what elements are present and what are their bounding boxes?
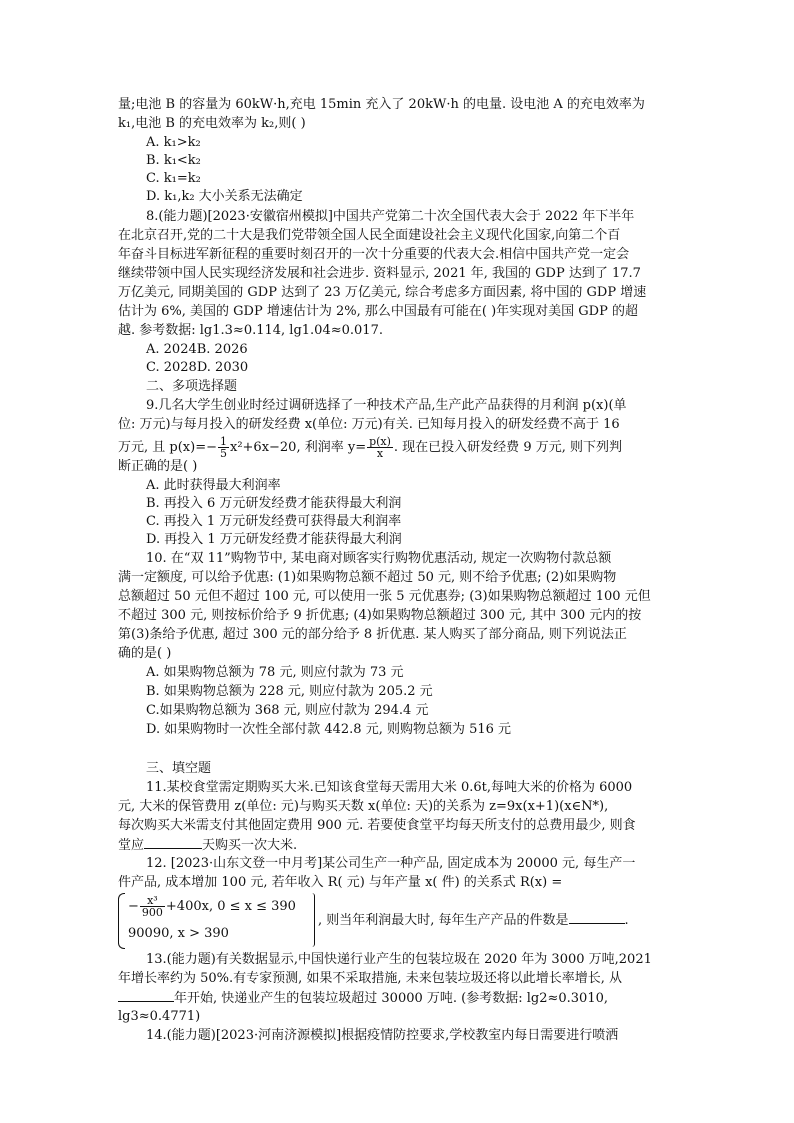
text-line: 年增长率约为 50%.有专家预测, 如果不采取措施, 未来包装垃圾还将以此增长率增长, 从 [118,971,622,986]
option-b: B. 如果购物总额为 228 元, 则应付款为 205.2 元 [146,684,433,699]
fraction: $\frac{\text{x³}}{900}$ [141,894,163,919]
text-line: 年奋斗目标进军新征程的重要时刻召开的一次十分重要的代表大会.相信中国共产党一定会 [118,247,630,262]
question-12: 12. [2023·山东文登一中月考]某公司生产一种产品, 固定成本为 20000 元, 每生产一 [146,856,636,871]
option-a: A. 如果购物总额为 78 元, 则应付款为 73 元 [146,665,404,680]
text-line: 年开始, 快递业产生的包装垃圾超过 30000 万吨. (参考数据: lg2≈0.3010, [118,989,608,1008]
options-ab: A. 2024B. 2026 [146,342,248,357]
option-b: B. k₁<k₂ [146,153,201,168]
text-line: 元, 大米的保管费用 z(单位: 元)与购买天数 x(单位: 天)的关系为 z=9x(x+1)(x∈N*), [118,799,609,814]
answer-blank[interactable] [144,836,202,849]
text-line: 万亿美元, 同期美国的 GDP 达到了 23 万亿美元, 综合考虑多方面因素, 将中国的 GDP 增速 [118,285,647,300]
question-10: 10. 在“双 11”购物节中, 某电商对顾客实行购物优惠活动, 规定一次购物付款总额 [146,551,612,566]
option-d: D. k₁,k₂ 大小关系无法确定 [146,189,303,204]
text-line: 第(3)条给予优惠, 超过 300 元的部分给予 8 折优惠. 某人购买了部分商品, 则下列说法正 [118,627,627,642]
text-line: 继续带领中国人民实现经济发展和社会进步. 资料显示, 2021 年, 我国的 GDP 达到了 17.7 [118,266,641,281]
text-line: 堂应 天购买一次大米. [118,838,298,853]
option-d: D. 再投入 1 万元研发经费才能获得最大利润 [146,532,402,547]
text-line: 满一定额度, 可以给予优惠: (1)如果购物总额不超过 50 元, 则不给予优惠; (2)如果购物 [118,570,617,585]
piece-row-1: − $\frac{\text{x³}}{900}$ +400x, 0 ≤ x ≤ 390 [128,894,296,919]
section-heading-multiple-choice: 二、多项选择题 [146,379,238,394]
question-13: 13.(能力题)有关数据显示,中国快递行业产生的包装垃圾在 2020 年为 3000 万吨,2021 [146,952,652,967]
piecewise-function [118,893,318,949]
option-c: C. k₁=k₂ [146,171,201,186]
text-line: 在北京召开,党的二十大是我们党带领全国人民全面建设社会主义现代化国家,向第二个百 [118,228,621,243]
text-line: 估计为 6%, 美国的 GDP 增速估计为 2%, 那么中国最有可能在( )年实现对美国 GDP 的超 [118,304,638,319]
text-line: 每次购买大米需支付其他固定费用 900 元. 若要使食堂平均每天所支付的总费用最少, 则食 [118,818,636,833]
option-a: A. k₁>k₂ [146,135,201,150]
text-line: lg3≈0.4771) [118,1009,201,1024]
question-14: 14.(能力题)[2023·河南济源模拟]根据疫情防控要求,学校教室内每日需要进行喷洒 [146,1028,619,1043]
option-c: C.如果购物总额为 368 元, 则应付款为 294.4 元 [146,703,429,718]
question-9: 9.几名大学生创业时经过调研选择了一种技术产品,生产此产品获得的月利润 p(x)(单 [146,398,627,413]
text-line: , 则当年利润最大时, 每年生产产品的件数是 . [318,913,629,928]
options-cd: C. 2028D. 2030 [146,360,249,375]
formula-line: 万元, 且 p(x)=− $\frac{1}{5}$ x²+6x−20, 利润率 y= $\frac{p(x)}{x}$ . 现在已投入研发经费 9 万元, 则下列判 [118,435,622,460]
text-line: 量;电池 B 的容量为 60kW·h,充电 15min 充入了 20kW·h 的电量. 设电池 A 的充电效率为 [118,97,645,112]
text-line: 断正确的是( ) [118,459,198,474]
text-line: 不超过 300 元, 则按标价给予 9 折优惠; (4)如果购物总额超过 300 元, 其中 300 元内的按 [118,608,642,623]
fraction: $\frac{1}{5}$ [219,435,227,460]
left-brace [118,893,125,949]
text-line: 越. 参考数据: lg1.3≈0.114, lg1.04≈0.017. [118,323,383,338]
right-bracket [312,893,315,947]
question-11: 11.某校食堂需定期购买大米.已知该食堂每天需用大米 0.6t,每吨大米的价格为 6000 [146,780,633,795]
text-line: 件产品, 成本增加 100 元, 若年收入 R( 元) 与年产量 x( 件) 的关系式 R(x) = [118,875,563,890]
option-a: A. 此时获得最大利润率 [146,478,281,493]
option-c: C. 再投入 1 万元研发经费可获得最大利润率 [146,514,402,529]
answer-blank[interactable] [118,989,174,1002]
text-line: 确的是( ) [118,646,172,661]
question-8: 8.(能力题)[2023·安徽宿州模拟]中国共产党第二十次全国代表大会于 2022 年下半年 [146,209,635,224]
fraction: $\frac{p(x)}{x}$ [369,435,391,460]
text-line: 总额超过 50 元但不超过 100 元, 可以使用一张 5 元优惠券; (3)如果购物总额超过 100 元但 [118,589,651,604]
text-line: k₁,电池 B 的充电效率为 k₂,则( ) [118,116,306,131]
section-heading-fill-in: 三、填空题 [146,761,212,776]
option-b: B. 再投入 6 万元研发经费才能获得最大利润 [146,496,402,511]
piece-row-2: 90090, x > 390 [128,926,229,941]
answer-blank[interactable] [569,911,625,924]
option-d: D. 如果购物时一次性全部付款 442.8 元, 则购物总额为 516 元 [146,722,512,737]
text-line: 位: 万元)与每月投入的研发经费 x(单位: 万元)有关. 已知每月投入的研发经费不高于 16 [118,417,620,432]
